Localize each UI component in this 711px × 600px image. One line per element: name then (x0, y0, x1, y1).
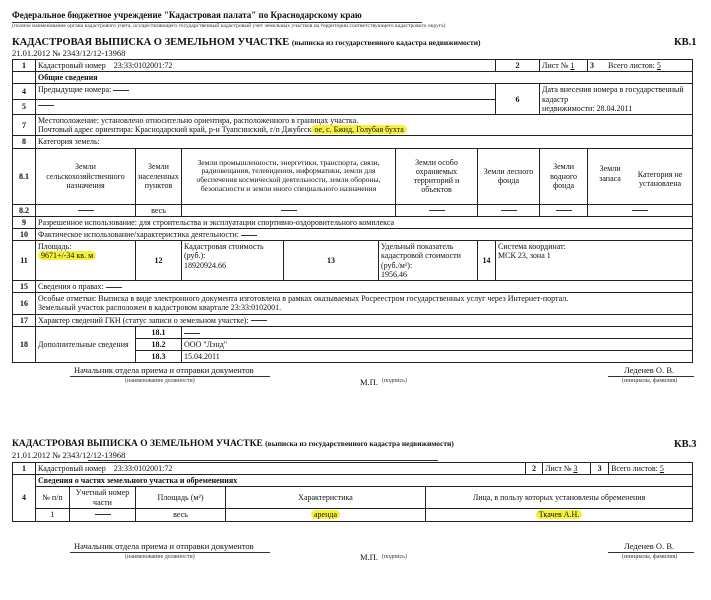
address-highlight: ое, с. Бжид, Голубая бухта (311, 125, 406, 134)
p2-row-cadastral: 1 Кадастровый номер 23:33:0102001:72 2 Лист № 3 3 Всего листов: 5 (13, 463, 693, 475)
area-highlight: 9671+/-34 кв. м (38, 251, 96, 260)
part1-code: КВ.1 (674, 37, 697, 48)
part2-code: КВ.3 (674, 439, 697, 450)
sign2-name-note: (инициалы, фамилия) (622, 554, 678, 560)
sign1-name-note: (инициалы, фамилия) (622, 378, 678, 384)
tenant-highlight: Ткачев А.Н. (536, 510, 583, 519)
sign2-position-note: (наименование должности) (125, 554, 195, 560)
row-cadastral: 1 Кадастровый номер 23:33:0102001:72 2 Лист № 1 3 Всего листов: 5 (13, 60, 693, 72)
part1-title: КАДАСТРОВАЯ ВЫПИСКА О ЗЕМЕЛЬНОМ УЧАСТКЕ (выписка из государственного кадастра недвижимости) (12, 37, 481, 48)
sign1-name: Леденев О. В. (624, 365, 675, 375)
row-8-1: 8.1 Земли сельскохозяйственного назначения Земли населенных пунктов Земли промышленности, энергетики, транспорта, связи, радиовещания, телевидения, информатики, земли для обеспечения космической деятельности, земли обороны, безопасности и земли иного специального назначения Земли особо охраняемых территорий и объектов Земли лесного фонда Земли водного фонда Земли запаса Категория не установлена (13, 148, 693, 204)
part1-date-no: 21.01.2012 № 2343/12/12-13968 (12, 48, 126, 58)
part1-table (12, 59, 693, 363)
row-17: 17 Характер сведений ГКН (статус записи о земельном участке): (13, 314, 693, 326)
p2-row-headers: № п/п Учетный номер части Площадь (м²) Характеристика Лица, в пользу которых установлены обременения (13, 487, 693, 508)
org-name: Федеральное бюджетное учреждение "Кадастровая палата" по Краснодарскому краю (12, 10, 362, 20)
row-7: 7 Местоположение: установлено относительно ориентира, расположенного в границах участка. Почтовый адрес ориентира: Краснодарский край, р-н Туапсинский, г/п Джубгск ое, с. Бжид, Голубая бухта (13, 115, 693, 136)
part2-date-no: 21.01.2012 № 2343/12/12-13968 (12, 450, 126, 460)
sign2-name: Леденев О. В. (624, 541, 675, 551)
p2-row-section: 4 Сведения о частях земельного участка и обременениях (13, 475, 693, 487)
row-18-1: 18 Дополнительные сведения 18.1 (13, 326, 693, 338)
row-general: Общие сведения (13, 72, 693, 84)
sign1-mp: М.П. (360, 377, 378, 387)
row-15: 15 Сведения о правах: (13, 281, 693, 293)
sign1-position-note: (наименование должности) (125, 378, 195, 384)
sign2-sign-note: (подпись) (382, 554, 407, 560)
row-8-2: 8.2 весь (13, 204, 693, 216)
row-18-3: 18.3 15.04.2011 (13, 351, 693, 363)
sign1-sign-note: (подпись) (382, 378, 407, 384)
sign2-mp: М.П. (360, 552, 378, 562)
org-note: (полное наименование органа кадастрового учета, осуществляющего государственный кадастровый учет земельных участков на территории соответствующего кадастрового округа) (12, 23, 446, 29)
row-16: 16 Особые отметки: Выписка в виде электронного документа изготовлена в рамках оказываемых Росреестром государственных услуг через Интернет-портал. Земельный участок расположен в кадастровом квартале 23:33:0102001. (13, 293, 693, 314)
lease-highlight: аренда (311, 510, 340, 519)
row-5: 5 (13, 99, 693, 114)
row-11: 11 Площадь: 9671+/-34 кв. м 12 Кадастровая стоимость (руб.): 18920924.66 13 Удельный показатель кадастровой стоимости (руб./м²): 1956.46 14 Система координат: МСК 23, зона 1 (13, 241, 693, 281)
sign1-position: Начальник отдела приема и отправки документов (74, 365, 254, 375)
part2-table (12, 462, 693, 522)
sign2-position: Начальник отдела приема и отправки документов (74, 541, 254, 551)
row-9: 9 Разрешенное использование: для строительства и эксплуатации спортивно-оздоровительного комплекса (13, 216, 693, 228)
row-4: 4 Предыдущие номера: 6 Дата внесения номера в государственный кадастр недвижимости: 28.04.2011 (13, 84, 693, 99)
row-8: 8 Категория земель: (13, 136, 693, 148)
part2-title: КАДАСТРОВАЯ ВЫПИСКА О ЗЕМЕЛЬНОМ УЧАСТКЕ (выписка из государственного кадастра недвижимости) (12, 439, 454, 449)
row-10: 10 Фактическое использование/характеристика деятельности: (13, 229, 693, 241)
row-18-2: 18.2 ООО "Лэнд" (13, 339, 693, 351)
p2-row-data: 1 весь аренда Ткачев А.Н. (13, 508, 693, 521)
cadastral-number: 23:33:0102001:72 (113, 61, 173, 70)
